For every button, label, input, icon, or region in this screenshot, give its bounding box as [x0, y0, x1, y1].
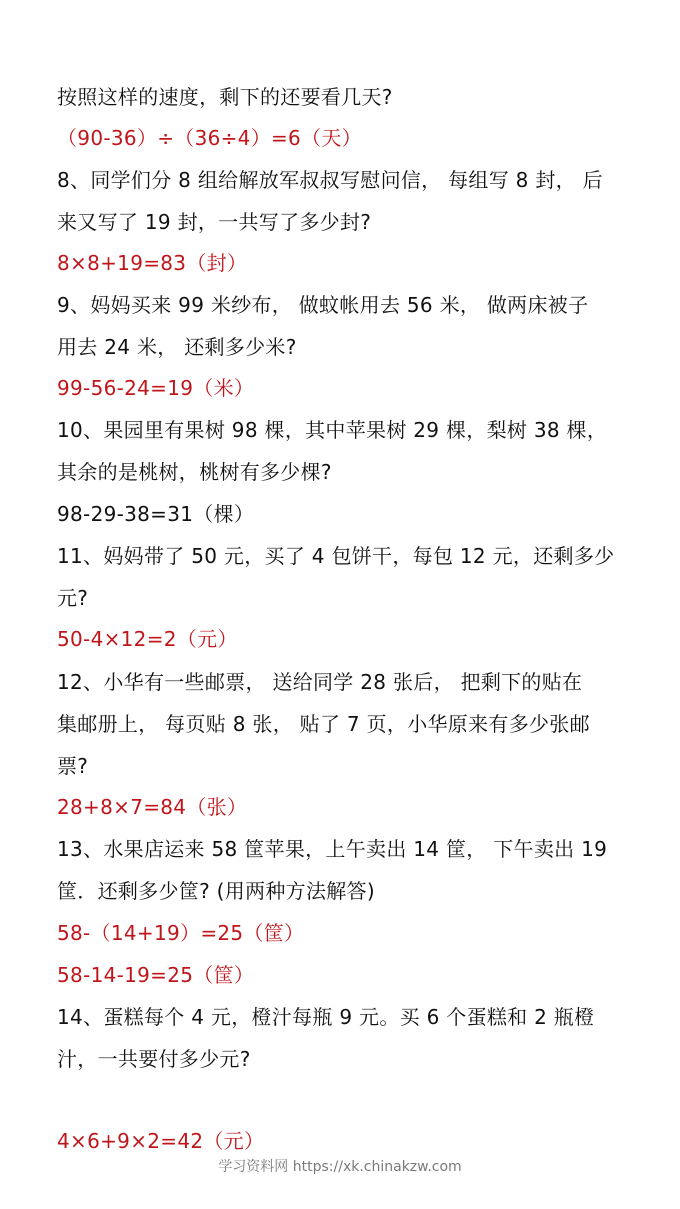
problem-text-line: 筐．还剩多少筐? (用两种方法解答) [57, 879, 375, 903]
answer-line: （90-36）÷（36÷4）=6（天） [57, 126, 362, 150]
answer-line: 98-29-38=31（棵） [57, 502, 255, 526]
answer-line: 58-（14+19）=25（筐） [57, 921, 305, 945]
answer-line: 50-4×12=2（元） [57, 627, 238, 651]
problem-text-line: 9、妈妈买来 99 米纱布， 做蚊帐用去 56 米， 做两床被子 [57, 293, 589, 317]
problem-text-line: 元? [57, 586, 89, 610]
problem-text-line: 票? [57, 754, 89, 778]
answer-line: 99-56-24=19（米） [57, 376, 255, 400]
answer-line: 4×6+9×2=42（元） [57, 1129, 265, 1153]
problem-text-line: 10、果园里有果树 98 棵，其中苹果树 29 棵，梨树 38 棵， [57, 418, 608, 442]
problem-text-line: 其余的是桃树，桃树有多少棵? [57, 460, 332, 484]
problem-text-line: 按照这样的速度，剩下的还要看几天? [57, 85, 393, 109]
problem-text-line: 13、水果店运来 58 筐苹果，上午卖出 14 筐， 下午卖出 19 [57, 837, 608, 861]
problem-text-line: 14、蛋糕每个 4 元，橙汁每瓶 9 元。买 6 个蛋糕和 2 瓶橙 [57, 1005, 595, 1029]
problem-text-line: 来又写了 19 封，一共写了多少封? [57, 210, 372, 234]
problem-text-line: 12、小华有一些邮票， 送给同学 28 张后， 把剩下的贴在 [57, 670, 583, 694]
answer-line: 28+8×7=84（张） [57, 795, 248, 819]
problem-text-line: 集邮册上， 每页贴 8 张， 贴了 7 页，小华原来有多少张邮 [57, 712, 590, 736]
footer-watermark: 学习资料网 https://xk.chinakzw.com [218, 1159, 462, 1175]
problem-text-line: 用去 24 米， 还剩多少米? [57, 335, 297, 359]
problem-text-line: 11、妈妈带了 50 元，买了 4 包饼干，每包 12 元，还剩多少 [57, 544, 615, 568]
problem-text-line: 汁，一共要付多少元? [57, 1047, 251, 1071]
answer-line: 58-14-19=25（筐） [57, 963, 255, 987]
problem-text-line: 8、同学们分 8 组给解放军叔叔写慰问信， 每组写 8 封， 后 [57, 168, 603, 192]
answer-line: 8×8+19=83（封） [57, 251, 248, 275]
